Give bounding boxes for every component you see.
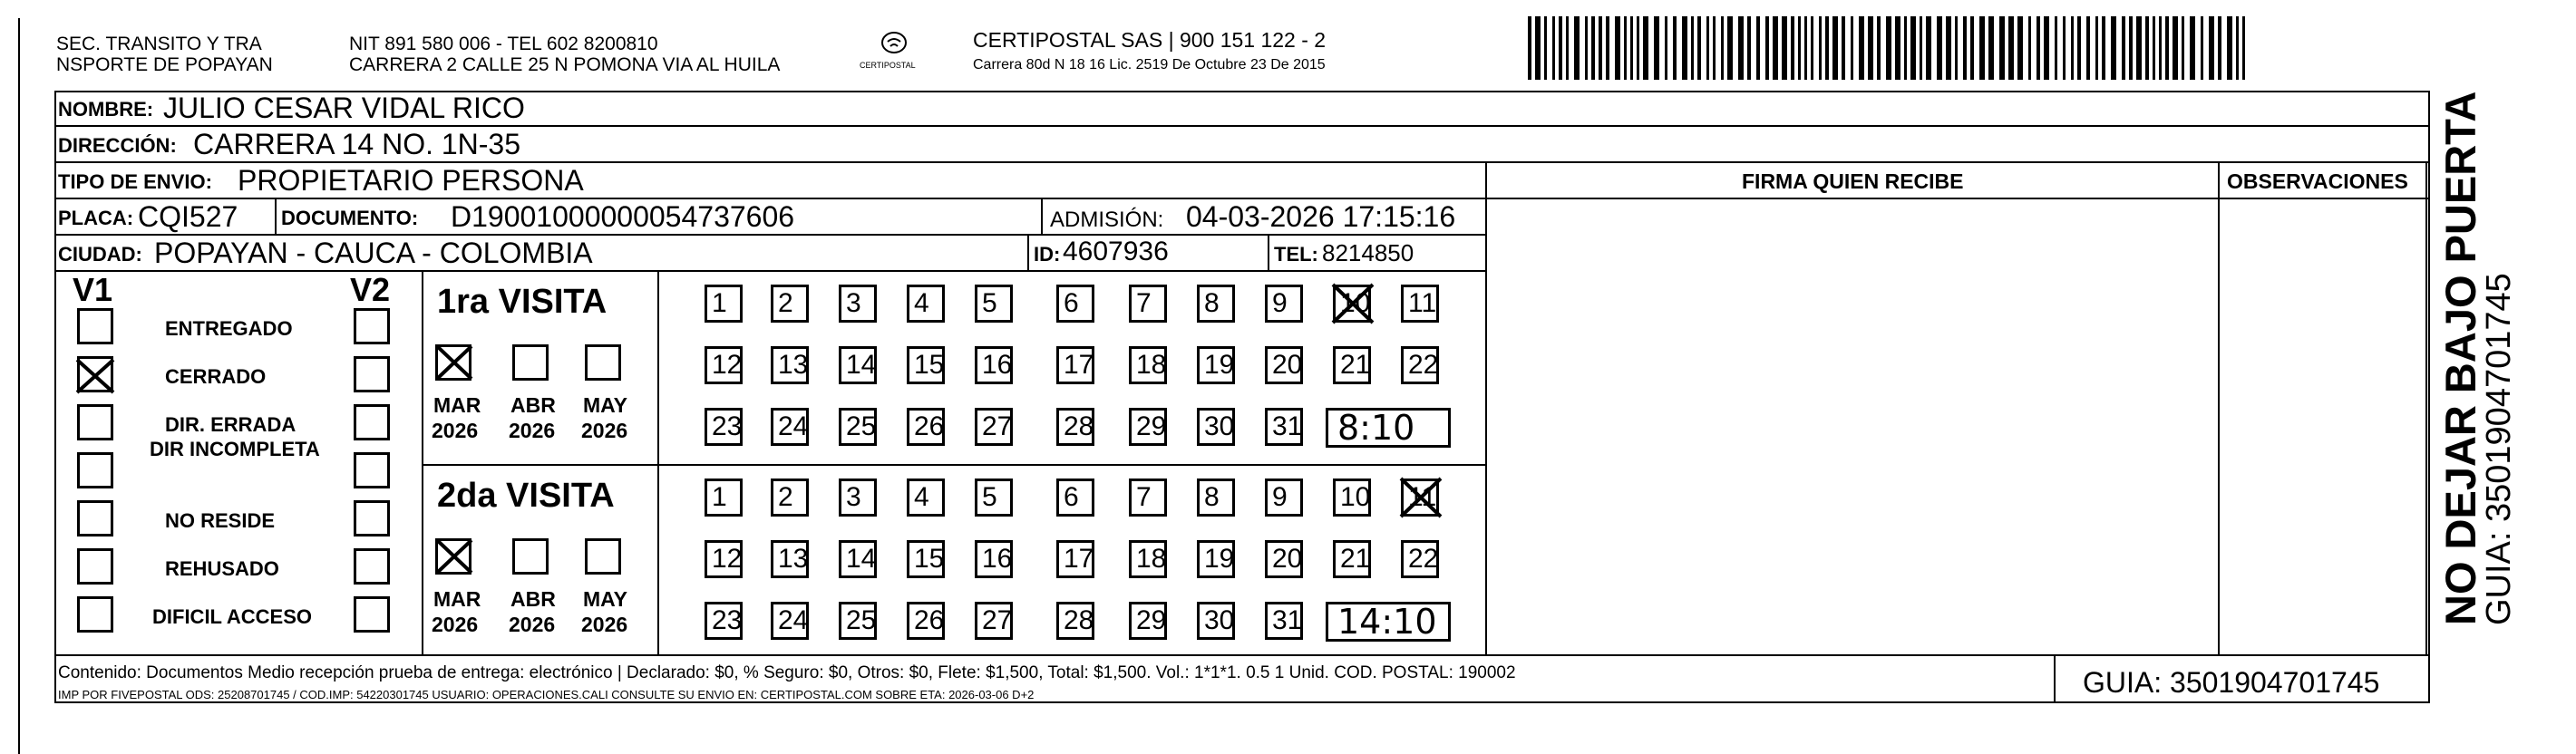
- day-box: 17: [1056, 346, 1094, 384]
- barcode-bar: [1585, 16, 1588, 80]
- day-box: 22: [1401, 346, 1439, 384]
- side-text: [2436, 91, 2521, 625]
- barcode-bar: [1963, 16, 1967, 80]
- v2-checkbox: [354, 308, 390, 344]
- barcode-bar: [1535, 16, 1541, 80]
- barcode-bar: [1804, 16, 1807, 80]
- year-label: 2026: [509, 419, 556, 442]
- day-box: 28: [1056, 408, 1094, 446]
- day-box: 24: [771, 408, 809, 446]
- column-line: [2218, 161, 2220, 654]
- barcode-bar: [1559, 16, 1562, 80]
- barcode-bar: [2086, 16, 2090, 80]
- day-box: 6: [1056, 478, 1094, 517]
- barcode-bar: [1599, 16, 1602, 80]
- day-box: 28: [1056, 602, 1094, 640]
- row-line: [422, 464, 1485, 466]
- day-box: 14: [839, 540, 877, 578]
- year-label: 2026: [581, 419, 628, 442]
- barcode: [1528, 16, 2253, 80]
- day-box: 23: [705, 602, 743, 640]
- status-label: DIFICIL ACCESO: [152, 605, 313, 628]
- id-value: 4607936: [1063, 237, 1169, 266]
- day-box: 12: [705, 346, 743, 384]
- day-box: 29: [1129, 602, 1167, 640]
- day-box: 3: [839, 285, 877, 323]
- day-box: 18: [1129, 346, 1167, 384]
- handwritten-time: 14:10: [1337, 602, 1437, 642]
- nombre-label: NOMBRE:: [58, 98, 154, 121]
- v1-checkbox: [77, 308, 113, 344]
- year-label: 2026: [432, 613, 479, 636]
- day-box: 10: [1333, 285, 1371, 323]
- logo-text: CERTIPOSTAL: [860, 61, 916, 70]
- barcode-bar: [1791, 16, 1794, 80]
- day-box: 19: [1197, 346, 1235, 384]
- barcode-bar: [1999, 16, 2005, 80]
- day-box: 5: [975, 478, 1013, 517]
- day-box: 21: [1333, 346, 1371, 384]
- barcode-bar: [2036, 16, 2040, 80]
- visit-title: 2da VISITA: [437, 477, 615, 515]
- footer-content-line: Contenido: Documentos Medio recepción prueba de entrega: electrónico | Declarado: $0, % Seguro: $0, Otros: $0, Flete: $1,500, Total: $1,500. Vol.: 1*1*1. 0.5 1 Unid. COD. POSTAL: 190002: [58, 663, 1516, 682]
- column-line: [275, 198, 277, 234]
- column-line: [422, 270, 423, 654]
- v2-checkbox: [354, 500, 390, 536]
- day-box: 27: [975, 408, 1013, 446]
- barcode-bar: [2102, 16, 2105, 80]
- day-box: 22: [1401, 540, 1439, 578]
- v1-checkbox: [77, 500, 113, 536]
- barcode-bar: [1691, 16, 1694, 80]
- barcode-bar: [1825, 16, 1829, 80]
- month-label: MAR: [433, 587, 481, 611]
- row-line: [54, 654, 2430, 656]
- v2-checkbox: [354, 596, 390, 633]
- barcode-bar: [2063, 16, 2066, 80]
- barcode-bar: [1665, 16, 1667, 80]
- no-dejar-bajo-puerta: NO DEJAR BAJO PUERTA: [2436, 91, 2484, 625]
- v1-checkbox: [77, 548, 113, 585]
- barcode-bar: [1756, 16, 1760, 80]
- nit-line-2: CARRERA 2 CALLE 25 N POMONA VIA AL HUILA: [349, 54, 781, 75]
- year-label: 2026: [509, 613, 556, 636]
- barcode-bar: [2209, 16, 2214, 80]
- day-box: 8: [1197, 478, 1235, 517]
- nit-line-1: NIT 891 580 006 - TEL 602 8200810: [349, 34, 658, 54]
- barcode-bar: [1566, 16, 1569, 80]
- barcode-bar: [1832, 16, 1838, 80]
- row-line: [54, 125, 2430, 127]
- barcode-bar: [2028, 16, 2031, 80]
- day-box: 20: [1265, 540, 1303, 578]
- barcode-bar: [2017, 16, 2023, 80]
- nombre-value: JULIO CESAR VIDAL RICO: [163, 92, 525, 124]
- day-box: 15: [907, 346, 945, 384]
- scan-edge-line: [18, 18, 20, 754]
- placa-label: PLACA:: [58, 207, 134, 229]
- barcode-bar: [1859, 16, 1864, 80]
- barcode-bar: [1910, 16, 1916, 80]
- status-label: CERRADO: [165, 365, 267, 388]
- month-checkbox: [512, 344, 549, 381]
- barcode-bar: [1798, 16, 1801, 80]
- day-box: 11: [1401, 285, 1439, 323]
- day-box: 27: [975, 602, 1013, 640]
- day-box: 10: [1333, 478, 1371, 517]
- barcode-bar: [1747, 16, 1751, 80]
- barcode-bar: [1721, 16, 1724, 80]
- barcode-bar: [1877, 16, 1881, 80]
- column-line: [1041, 198, 1043, 234]
- month-label: MAY: [583, 393, 627, 417]
- day-box: 29: [1129, 408, 1167, 446]
- barcode-bar: [1630, 16, 1633, 80]
- barcode-bar: [1904, 16, 1907, 80]
- barcode-bar: [1988, 16, 1994, 80]
- day-box: 14: [839, 346, 877, 384]
- v1-label: V1: [73, 271, 113, 308]
- sender-line-2: NSPORTE DE POPAYAN: [56, 54, 273, 75]
- status-label: DIR INCOMPLETA: [150, 438, 320, 460]
- barcode-bar: [2227, 16, 2232, 80]
- observaciones-label: OBSERVACIONES: [2227, 169, 2408, 193]
- barcode-bar: [1738, 16, 1744, 80]
- barcode-bar: [2173, 16, 2178, 80]
- day-box: 13: [771, 346, 809, 384]
- barcode-bar: [2201, 16, 2203, 80]
- month-checkbox: [512, 538, 549, 575]
- barcode-bar: [1842, 16, 1845, 80]
- barcode-bar: [1868, 16, 1873, 80]
- day-box: 7: [1129, 478, 1167, 517]
- barcode-bar: [1654, 16, 1659, 80]
- ciudad-label: CIUDAD:: [58, 243, 142, 266]
- sender-line-1: SEC. TRANSITO Y TRA: [56, 34, 262, 54]
- barcode-bar: [1643, 16, 1648, 80]
- barcode-bar: [1528, 16, 1531, 80]
- month-checkbox: [585, 344, 621, 381]
- footer-print-line: IMP POR FIVEPOSTAL ODS: 25208701745 / COD.IMP: 54220301745 USUARIO: OPERACIONES.CALI CONSULTE SU ENVIO EN: CERTIPOSTAL.COM SOBRE ETA: 2026-03-06 D+2: [58, 688, 1035, 701]
- month-checkbox: [585, 538, 621, 575]
- barcode-bar: [1606, 16, 1609, 80]
- barcode-bar: [1773, 16, 1778, 80]
- month-label: ABR: [510, 393, 556, 417]
- day-box: 19: [1197, 540, 1235, 578]
- column-line: [1268, 234, 1269, 270]
- barcode-bar: [1895, 16, 1900, 80]
- barcode-bar: [1765, 16, 1769, 80]
- tel-label: TEL:: [1274, 243, 1318, 266]
- barcode-bar: [1811, 16, 1813, 80]
- barcode-bar: [2008, 16, 2014, 80]
- day-box: 24: [771, 602, 809, 640]
- day-box: 30: [1197, 602, 1235, 640]
- barcode-bar: [2153, 16, 2155, 80]
- admision-value: 04-03-2026 17:15:16: [1186, 200, 1456, 233]
- barcode-bar: [2182, 16, 2184, 80]
- barcode-bar: [1552, 16, 1555, 80]
- barcode-bar: [1544, 16, 1547, 80]
- barcode-bar: [2236, 16, 2239, 80]
- day-box: 8: [1197, 285, 1235, 323]
- day-box: 20: [1265, 346, 1303, 384]
- barcode-bar: [2242, 16, 2245, 80]
- day-box: 6: [1056, 285, 1094, 323]
- day-box: 1: [705, 285, 743, 323]
- barcode-bar: [2077, 16, 2081, 80]
- day-box: 15: [907, 540, 945, 578]
- day-box: 13: [771, 540, 809, 578]
- barcode-bar: [2122, 16, 2125, 80]
- column-line: [2054, 654, 2056, 703]
- day-box: 21: [1333, 540, 1371, 578]
- day-box: 25: [839, 602, 877, 640]
- barcode-bar: [1574, 16, 1580, 80]
- company-line-1: CERTIPOSTAL SAS | 900 151 122 - 2: [973, 28, 1327, 52]
- v1-checkbox: [77, 404, 113, 440]
- v1-checkbox: [77, 452, 113, 488]
- barcode-bar: [1782, 16, 1787, 80]
- barcode-bar: [2071, 16, 2074, 80]
- day-box: 9: [1265, 478, 1303, 517]
- tel-value: 8214850: [1322, 239, 1414, 266]
- tipo-envio-value: PROPIETARIO PERSONA: [238, 164, 584, 197]
- barcode-bar: [1926, 16, 1931, 80]
- month-checked-mark: [435, 344, 473, 381]
- barcode-bar: [1624, 16, 1627, 80]
- barcode-bar: [2095, 16, 2098, 80]
- certipostal-logo: [858, 29, 930, 76]
- column-line: [2425, 161, 2427, 654]
- status-label: REHUSADO: [165, 557, 279, 580]
- day-box: 2: [771, 478, 809, 517]
- day-marked-x: [1399, 477, 1443, 518]
- day-box: 23: [705, 408, 743, 446]
- month-label: MAR: [433, 393, 481, 417]
- barcode-bar: [1713, 16, 1716, 80]
- barcode-bar: [1727, 16, 1733, 80]
- barcode-bar: [2136, 16, 2142, 80]
- barcode-bar: [2111, 16, 2116, 80]
- year-label: 2026: [432, 419, 479, 442]
- barcode-bar: [1591, 16, 1595, 80]
- day-box: 26: [907, 408, 945, 446]
- barcode-bar: [1979, 16, 1985, 80]
- day-box: 5: [975, 285, 1013, 323]
- barcode-bar: [1615, 16, 1620, 80]
- company-line-2: Carrera 80d N 18 16 Lic. 2519 De Octubre 23 De 2015: [973, 57, 1326, 72]
- day-box: 1: [705, 478, 743, 517]
- side-guia: GUIA: 3501904701745: [2480, 273, 2518, 625]
- status-label: DIR. ERRADA: [165, 413, 296, 436]
- firma-label: FIRMA QUIEN RECIBE: [1742, 169, 1964, 193]
- barcode-bar: [1851, 16, 1853, 80]
- day-box: 16: [975, 346, 1013, 384]
- handwritten-time: 8:10: [1337, 408, 1415, 448]
- barcode-bar: [1937, 16, 1942, 80]
- day-box: 4: [907, 478, 945, 517]
- footer-guia: GUIA: 3501904701745: [2083, 666, 2380, 699]
- placa-value: CQI527: [138, 200, 238, 233]
- day-marked-x: [1331, 283, 1375, 324]
- row-line: [54, 234, 1485, 236]
- barcode-bar: [1682, 16, 1687, 80]
- v1-checked-mark: [75, 358, 115, 394]
- barcode-bar: [2055, 16, 2057, 80]
- barcode-bar: [2218, 16, 2221, 80]
- day-box: 4: [907, 285, 945, 323]
- day-box: 16: [975, 540, 1013, 578]
- day-box: 26: [907, 602, 945, 640]
- barcode-bar: [1886, 16, 1891, 80]
- day-box: 18: [1129, 540, 1167, 578]
- day-box: 3: [839, 478, 877, 517]
- year-label: 2026: [581, 613, 628, 636]
- day-box: 25: [839, 408, 877, 446]
- id-label: ID:: [1034, 243, 1061, 266]
- barcode-bar: [2165, 16, 2169, 80]
- barcode-bar: [1819, 16, 1822, 80]
- barcode-bar: [2145, 16, 2149, 80]
- day-box: 30: [1197, 408, 1235, 446]
- direccion-label: DIRECCIÓN:: [58, 134, 177, 157]
- day-box: 31: [1265, 602, 1303, 640]
- tipo-envio-label: TIPO DE ENVIO:: [58, 170, 212, 193]
- month-label: ABR: [510, 587, 556, 611]
- day-box: 17: [1056, 540, 1094, 578]
- barcode-bar: [1706, 16, 1709, 80]
- column-line: [1485, 161, 1487, 654]
- day-box: 9: [1265, 285, 1303, 323]
- v2-checkbox: [354, 356, 390, 392]
- visit-title: 1ra VISITA: [437, 283, 608, 321]
- row-line: [54, 270, 1485, 272]
- barcode-bar: [1697, 16, 1701, 80]
- ciudad-value: POPAYAN - CAUCA - COLOMBIA: [154, 237, 593, 269]
- v2-checkbox: [354, 452, 390, 488]
- month-label: MAY: [583, 587, 627, 611]
- month-checked-mark: [435, 538, 473, 575]
- barcode-bar: [2129, 16, 2133, 80]
- documento-value: D19001000000054737606: [451, 200, 795, 233]
- barcode-bar: [2044, 16, 2049, 80]
- column-line: [1027, 234, 1029, 270]
- v1-checkbox: [77, 596, 113, 633]
- barcode-bar: [2190, 16, 2195, 80]
- barcode-bar: [1673, 16, 1677, 80]
- admision-label: ADMISIÓN:: [1050, 208, 1164, 232]
- day-box: 31: [1265, 408, 1303, 446]
- row-line: [54, 198, 2430, 199]
- barcode-bar: [2159, 16, 2162, 80]
- documento-label: DOCUMENTO:: [281, 207, 419, 229]
- status-label: ENTREGADO: [165, 317, 293, 340]
- barcode-bar: [1955, 16, 1958, 80]
- barcode-bar: [1946, 16, 1951, 80]
- day-box: 2: [771, 285, 809, 323]
- v2-checkbox: [354, 548, 390, 585]
- day-box: 7: [1129, 285, 1167, 323]
- v2-label: V2: [350, 271, 391, 308]
- direccion-value: CARRERA 14 NO. 1N-35: [193, 128, 521, 160]
- v2-checkbox: [354, 404, 390, 440]
- day-box: 12: [705, 540, 743, 578]
- status-label: NO RESIDE: [165, 509, 276, 532]
- row-line: [54, 161, 2430, 163]
- barcode-bar: [1920, 16, 1922, 80]
- barcode-bar: [1637, 16, 1639, 80]
- barcode-bar: [1970, 16, 1974, 80]
- column-line: [657, 270, 659, 654]
- day-box: 11: [1401, 478, 1439, 517]
